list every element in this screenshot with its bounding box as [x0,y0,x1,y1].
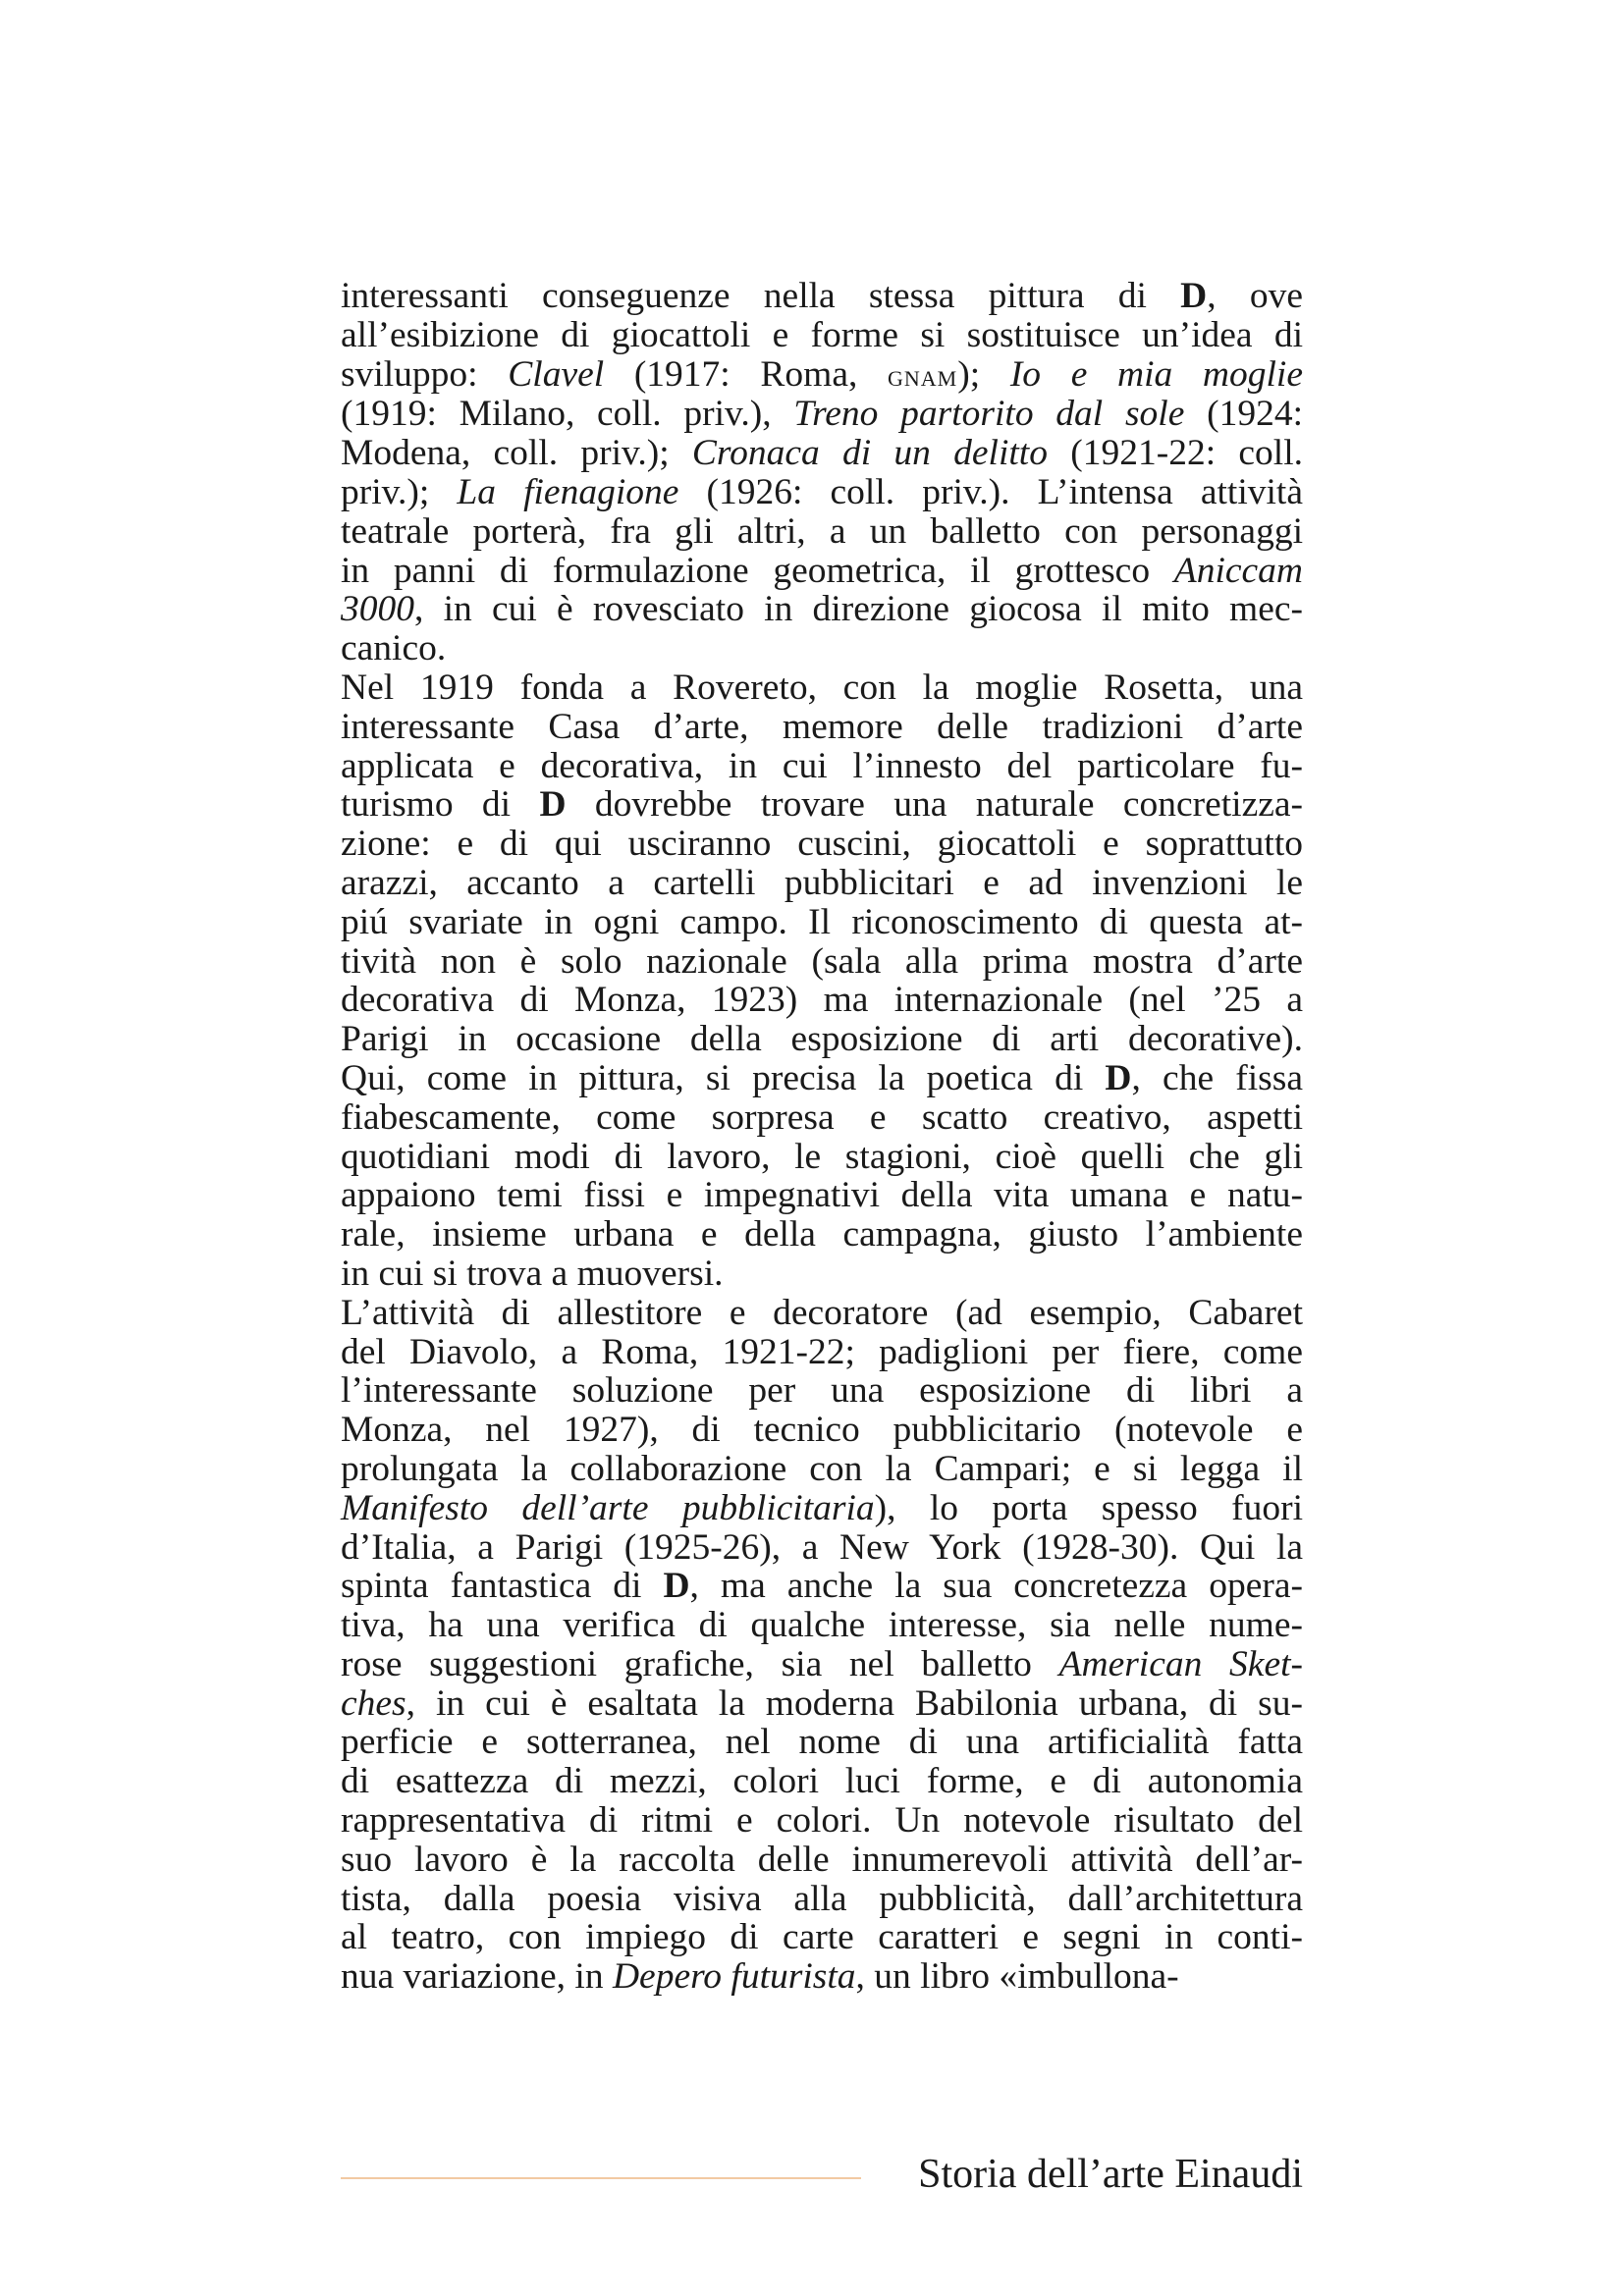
text-line [341,785,1303,825]
text-run: (1921-22: coll. [1047,433,1303,474]
text-run: ); [957,353,1010,395]
text-run: , in cui è rovesciato in direzione giocosa il mito mec- [414,589,1303,630]
text-line [341,1567,1303,1606]
text-run: , ove [1207,276,1303,316]
text-run: del Diavolo, a Roma, 1921-22; padiglioni per fiere, come [341,1331,1303,1372]
text-line [341,590,1303,629]
text-line [341,668,1303,708]
text-run: nua variazione, in [341,1956,613,1998]
text-line [341,1138,1303,1177]
text-run: , un libro «imbullona- [855,1956,1179,1998]
text-run: decorativa di Monza, 1923) ma internazionale (nel ’25 a [341,980,1303,1021]
text-run: tiva, ha una verifica di qualche interesse, sia nelle nume- [341,1605,1303,1646]
text-run: (1917: Roma, [604,353,888,395]
text-line [341,355,1303,396]
text-line [341,1371,1303,1411]
paragraph [341,277,1303,668]
text-line [341,1489,1303,1528]
text-line [341,1411,1303,1450]
text-run: rale, insieme urbana e della campagna, giusto l’ambiente [341,1214,1303,1255]
bold-initial: D [1180,276,1208,316]
text-line [341,903,1303,942]
italic-title: 3000 [341,589,414,630]
text-line [341,1801,1303,1841]
text-run: prolungata la collaborazione con la Campari; e si legga il [341,1448,1303,1489]
text-line [341,1606,1303,1645]
paragraph [341,1294,1303,1997]
text-line [341,1645,1303,1684]
text-run: di esattezza di mezzi, colori luci forme, e di autonomia [341,1761,1303,1802]
text-line [341,395,1303,434]
text-run: d’Italia, a Parigi (1925-26), a New York (1928-30). Qui la [341,1526,1303,1568]
text-run: Nel 1919 fonda a Rovereto, con la moglie Rosetta, una [341,667,1303,708]
text-line [341,942,1303,982]
text-run: in panni di formulazione geometrica, il grottesco [341,550,1174,591]
text-run: suo lavoro è la raccolta delle innumerevoli attività dell’ar- [341,1839,1303,1880]
text-run: , in cui è esaltata la moderna Babilonia urbana, di su- [406,1682,1303,1724]
text-run: Parigi in occasione della esposizione di arti decorative). [341,1019,1303,1060]
text-line [341,1723,1303,1762]
text-run: turismo di [341,784,540,826]
text-line [341,708,1303,747]
text-line [341,747,1303,786]
text-line [341,1450,1303,1489]
text-run: (1919: Milano, coll. priv.), [341,394,794,435]
text-line [341,1684,1303,1724]
text-run: Monza, nel 1927), di tecnico pubblicitario (notevole e [341,1410,1303,1451]
paragraph [341,668,1303,1294]
italic-title: Cronaca di un delitto [691,433,1048,474]
text-run: quotidiani modi di lavoro, le stagioni, cioè quelli che gli [341,1136,1303,1177]
text-run: tività non è solo nazionale (sala alla prima mostra d’arte [341,940,1303,982]
text-line [341,316,1303,355]
text-run: all’esibizione di giocattoli e forme si sostituisce un’idea di [341,314,1303,355]
text-line [341,1528,1303,1568]
italic-title: Treno partorito dal sole [793,394,1185,435]
text-line [341,1176,1303,1215]
text-line [341,1880,1303,1919]
text-line [341,1762,1303,1801]
text-line [341,512,1303,552]
small-caps-abbr: gnam [888,357,958,393]
text-line [341,629,1303,668]
text-run: priv.); [341,471,458,512]
text-run: (1924: [1184,394,1303,435]
text-run: rose suggestioni grafiche, sia nel balletto [341,1643,1059,1684]
text-run: perficie e sotterranea, nel nome di una artificialità fatta [341,1722,1303,1763]
text-run: sviluppo: [341,353,509,395]
text-run: piú svariate in ogni campo. Il riconoscimento di questa at- [341,901,1303,942]
text-line [341,473,1303,512]
italic-title: La fienagione [457,471,679,512]
text-run: dovrebbe trovare una naturale concretizza- [566,784,1303,826]
text-run: al teatro, con impiego di carte caratteri e segni in conti- [341,1917,1303,1958]
text-line [341,1841,1303,1880]
text-line [341,1020,1303,1059]
text-line [341,1333,1303,1372]
italic-title: Clavel [508,353,605,395]
text-run: l’interessante soluzione per una esposizione di libri a [341,1370,1303,1412]
text-line [341,1059,1303,1098]
text-run: applicata e decorativa, in cui l’innesto del particolare fu- [341,745,1303,786]
page-body [341,277,1303,1997]
text-line [341,1098,1303,1138]
footer-rule [341,2177,861,2179]
text-line [341,1255,1303,1294]
bold-initial: D [539,784,567,826]
text-run: (1926: coll. priv.). L’intensa attività [678,471,1303,512]
text-line [341,1215,1303,1255]
text-line [341,981,1303,1020]
text-line [341,277,1303,316]
italic-title: ches [341,1682,406,1724]
text-run: fiabescamente, come sorpresa e scatto creativo, aspetti [341,1096,1303,1138]
text-run: interessanti conseguenze nella stessa pittura di [341,276,1181,316]
text-run: spinta fantastica di [341,1566,664,1607]
text-line [341,1918,1303,1957]
text-line [341,434,1303,473]
text-run: zione: e di qui usciranno cuscini, giocattoli e soprattutto [341,824,1303,865]
footer-title: Storia dell’arte Einaudi [918,2152,1303,2197]
text-run: appaiono temi fissi e impegnativi della vita umana e natu- [341,1175,1303,1216]
bold-initial: D [663,1566,690,1607]
italic-title: Manifesto dell’arte pubblicitaria [341,1487,875,1528]
text-run: Qui, come in pittura, si precisa la poetica di [341,1057,1106,1098]
italic-title: Aniccam [1173,550,1303,591]
text-run: interessante Casa d’arte, memore delle tradizioni d’arte [341,706,1303,747]
text-run: canico. [341,628,447,669]
italic-title: Io e mia moglie [1009,353,1303,395]
text-run: L’attività di allestitore e decoratore (ad esempio, Cabaret [341,1292,1303,1333]
text-run: , che fissa [1131,1057,1303,1098]
text-run: rappresentativa di ritmi e colori. Un notevole risultato del [341,1800,1303,1842]
text-line [341,552,1303,591]
text-run: tista, dalla poesia visiva alla pubblicità, dall’architettura [341,1878,1303,1919]
text-line [341,1294,1303,1333]
text-run: arazzi, accanto a cartelli pubblicitari e ad invenzioni le [341,862,1303,903]
italic-title: American Sket- [1058,1643,1303,1684]
text-run: in cui si trova a muoversi. [341,1253,724,1294]
text-line [341,1957,1303,1997]
text-run: , ma anche la sua concretezza opera- [689,1566,1303,1607]
text-run: ), lo porta spesso fuori [874,1487,1303,1528]
bold-initial: D [1105,1057,1132,1098]
text-line [341,864,1303,903]
text-run: Modena, coll. priv.); [341,433,692,474]
text-run: teatrale porterà, fra gli altri, a un balletto con personaggi [341,510,1303,552]
italic-title: Depero futurista [612,1956,856,1998]
text-line [341,825,1303,864]
